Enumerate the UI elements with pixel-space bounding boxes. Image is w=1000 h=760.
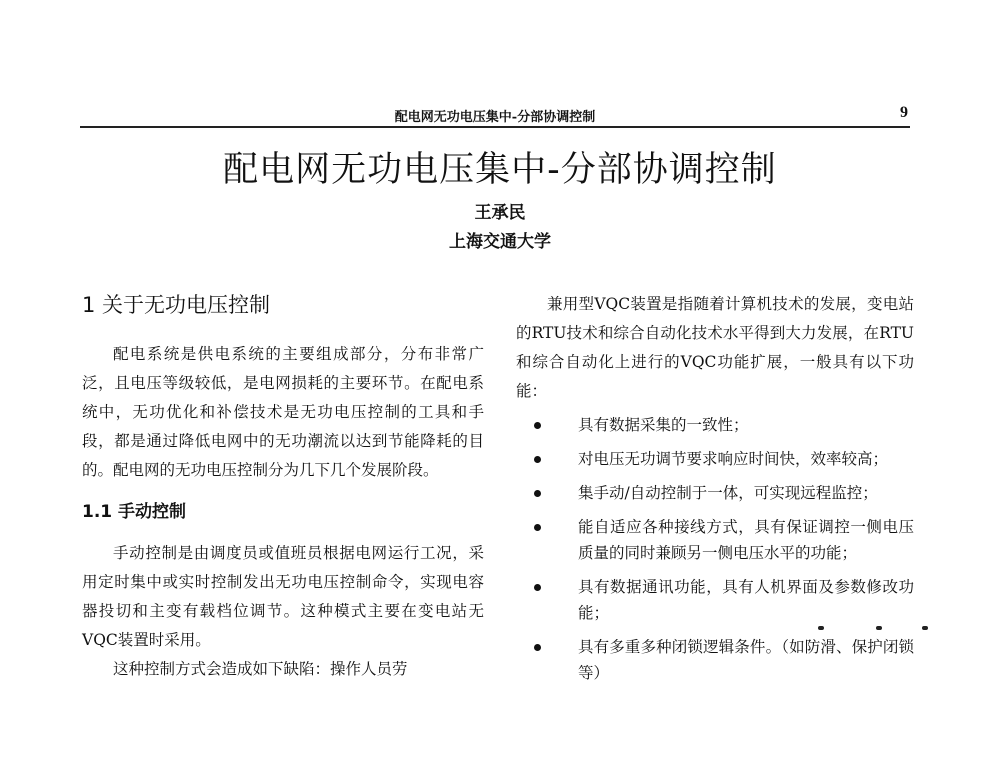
list-item (516, 480, 914, 506)
list-item-text: 集手动/自动控制于一体，可实现远程监控； (578, 484, 878, 502)
bullet-icon (534, 584, 541, 591)
list-item-text: 具有数据通讯功能，具有人机界面及参数修改功能； (578, 578, 914, 622)
list-item (516, 514, 914, 566)
section-1-1-heading: 1.1 手动控制 (82, 502, 187, 522)
speck (818, 626, 824, 630)
section-1-paragraph: 配电系统是供电系统的主要组成部分，分布非常广泛，且电压等级较低，是电网损耗的主要环节。在配电系统中，无功优化和补偿技术是无功电压控制的工具和手段，都是通过降低电网中的无功潮流以达到节能降耗的目的。配电网的无功电压控制分为几下几个发展阶段。 (82, 345, 484, 479)
running-title: 配电网无功电压集中-分部协调控制 (394, 110, 596, 125)
list-item-text: 具有多重多种闭锁逻辑条件。（如防滑、保护闭锁等） (578, 638, 914, 682)
page-number: 9 (900, 104, 908, 121)
list-item (516, 412, 914, 438)
list-item-text: 能自适应各种接线方式，具有保证调控一侧电压质量的同时兼顾另一侧电压水平的功能； (578, 518, 914, 562)
speck (876, 626, 882, 630)
paper-title: 配电网无功电压集中-分部协调控制 (223, 150, 777, 190)
bullet-icon (534, 456, 541, 463)
bullet-icon (534, 524, 541, 531)
section-1-1-paragraph-2: 这种控制方式会造成如下缺陷：操作人员劳 (113, 660, 408, 678)
speck (922, 626, 928, 630)
running-header (80, 104, 910, 128)
list-item-text: 具有数据采集的一致性； (578, 416, 749, 434)
author: 王承民 (474, 203, 526, 223)
feature-list (516, 412, 914, 686)
list-item (516, 634, 914, 686)
list-item (516, 446, 914, 472)
bullet-icon (534, 422, 541, 429)
section-1-1-paragraph: 手动控制是由调度员或值班员根据电网运行工况，采用定时集中或实时控制发出无功电压控制命令，实现电容器投切和主变有载档位调节。这种模式主要在变电站无VQC装置时采用。 (82, 544, 484, 649)
section-1-heading: 1 关于无功电压控制 (82, 293, 271, 317)
left-column (82, 290, 484, 684)
vqc-intro-paragraph: 兼用型VQC装置是指随着计算机技术的发展，变电站的RTU技术和综合自动化技术水平得到大力发展，在RTU和综合自动化上进行的VQC功能扩展，一般具有以下功能： (516, 295, 914, 400)
bullet-icon (534, 644, 541, 651)
affiliation: 上海交通大学 (449, 232, 551, 252)
scan-specks (818, 626, 938, 636)
list-item (516, 574, 914, 626)
bullet-icon (534, 490, 541, 497)
list-item-text: 对电压无功调节要求响应时间快，效率较高； (578, 450, 889, 468)
